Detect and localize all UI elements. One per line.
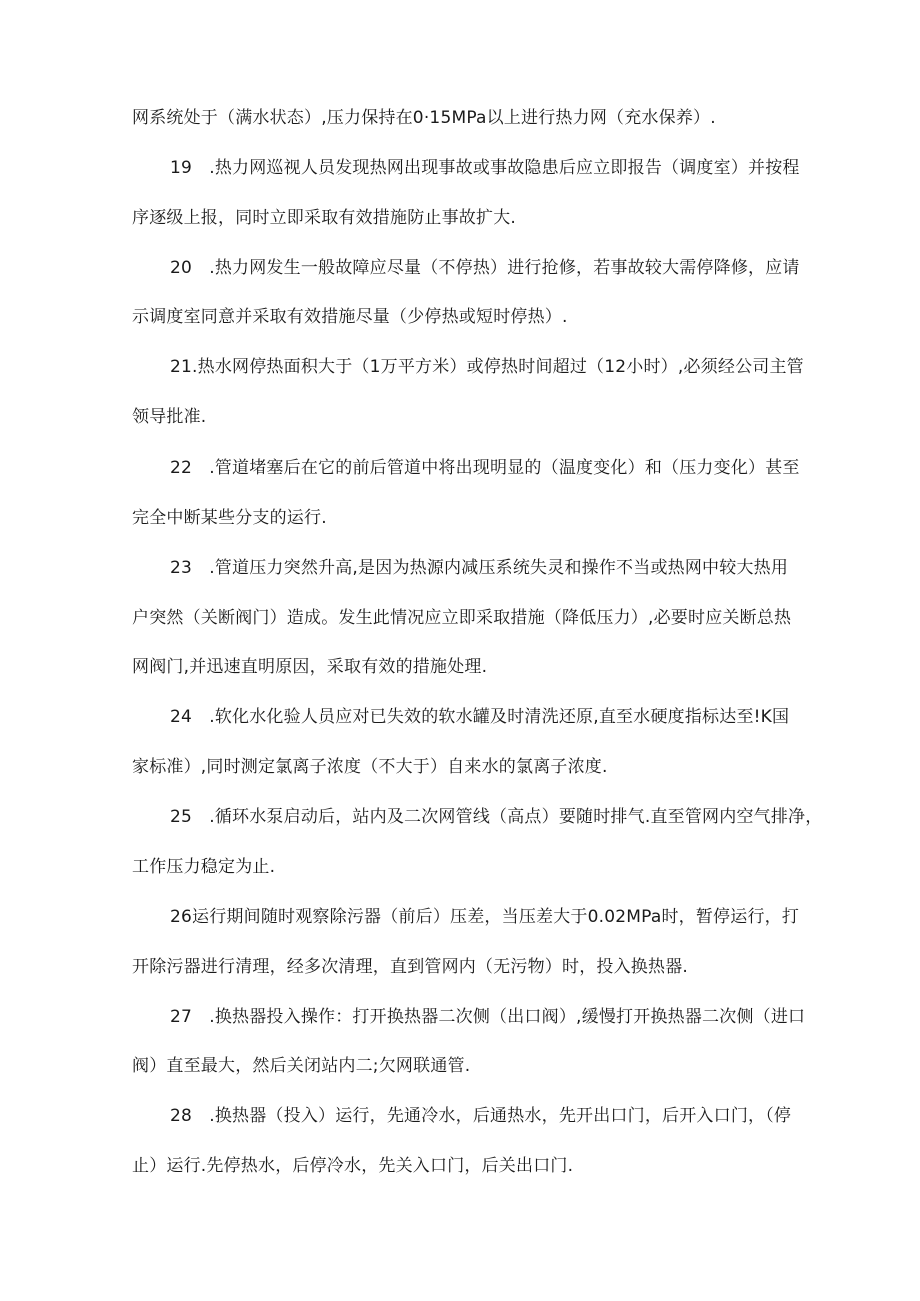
item-19-line-2: 序逐级上报，同时立即采取有效措施防止事故扩大. — [132, 208, 517, 228]
item-26-line-2: 开除污器进行清理，经多次清理，直到管网内（无污物）时，投入换热器. — [132, 957, 689, 977]
item-20-line-2: 示调度室同意并采取有效措施尽量（少停热或短时停热）. — [132, 307, 568, 327]
item-28-line-2: 止）运行.先停热水，后停冷水，先关入口门，后关出口门. — [132, 1156, 574, 1176]
item-23-line-3: 网阀门,并迅速直明原因，采取有效的措施处理. — [132, 657, 488, 677]
item-28-line-1: 28 .换热器（投入）运行，先通冷水，后通热水，先开出口门，后开入口门，（停 — [170, 1106, 792, 1126]
item-23-line-1: 23 .管道压力突然升高,是因为热源内减压系统失灵和操作不当或热网中较大热用 — [170, 558, 789, 578]
item-21-line-2: 领导批准. — [132, 407, 207, 427]
item-22-line-1: 22 .管道堵塞后在它的前后管道中将出现明显的（温度变化）和（压力变化）甚至 — [170, 458, 800, 478]
text-line-1: 网系统处于（满水状态）,压力保持在0·15MPa以上进行热力网（充水保养）. — [132, 108, 716, 128]
item-22-line-2: 完全中断某些分支的运行. — [132, 508, 327, 528]
item-27-line-1: 27 .换热器投入操作：打开换热器二次侧（出口阀）,缓慢打开换热器二次侧（进口 — [170, 1007, 806, 1027]
item-25-line-2: 工作压力稳定为止. — [132, 857, 276, 877]
item-26-line-1: 26运行期间随时观察除污器（前后）压差，当压差大于0.02MPa时，暂停运行，打 — [170, 907, 800, 927]
item-21-line-1: 21.热水网停热面积大于（1万平方米）或停热时间超过（12小时）,必须经公司主管 — [170, 357, 804, 377]
item-23-line-2: 户突然（关断阀门）造成。发生此情况应立即采取措施（降低压力）,必要时应关断总热 — [132, 608, 792, 628]
item-27-line-2: 阀）直至最大，然后关闭站内二;欠网联通管. — [132, 1056, 471, 1076]
item-24-line-2: 家标准）,同时测定氯离子浓度（不大于）自来水的氯离子浓度. — [132, 757, 608, 777]
item-19-line-1: 19 .热力网巡视人员发现热网出现事故或事故隐患后应立即报告（调度室）并按程 — [170, 158, 800, 178]
item-20-line-1: 20 .热力网发生一般故障应尽量（不停热）进行抢修，若事故较大需停降修，应请 — [170, 258, 800, 278]
item-24-line-1: 24 .软化水化验人员应对已失效的软水罐及时清洗还原,直至水硬度指标达至!K国 — [170, 707, 790, 727]
item-25-line-1: 25 .循环水泵启动后，站内及二次网管线（高点）要随时排气.直至管网内空气排净， — [170, 807, 823, 827]
